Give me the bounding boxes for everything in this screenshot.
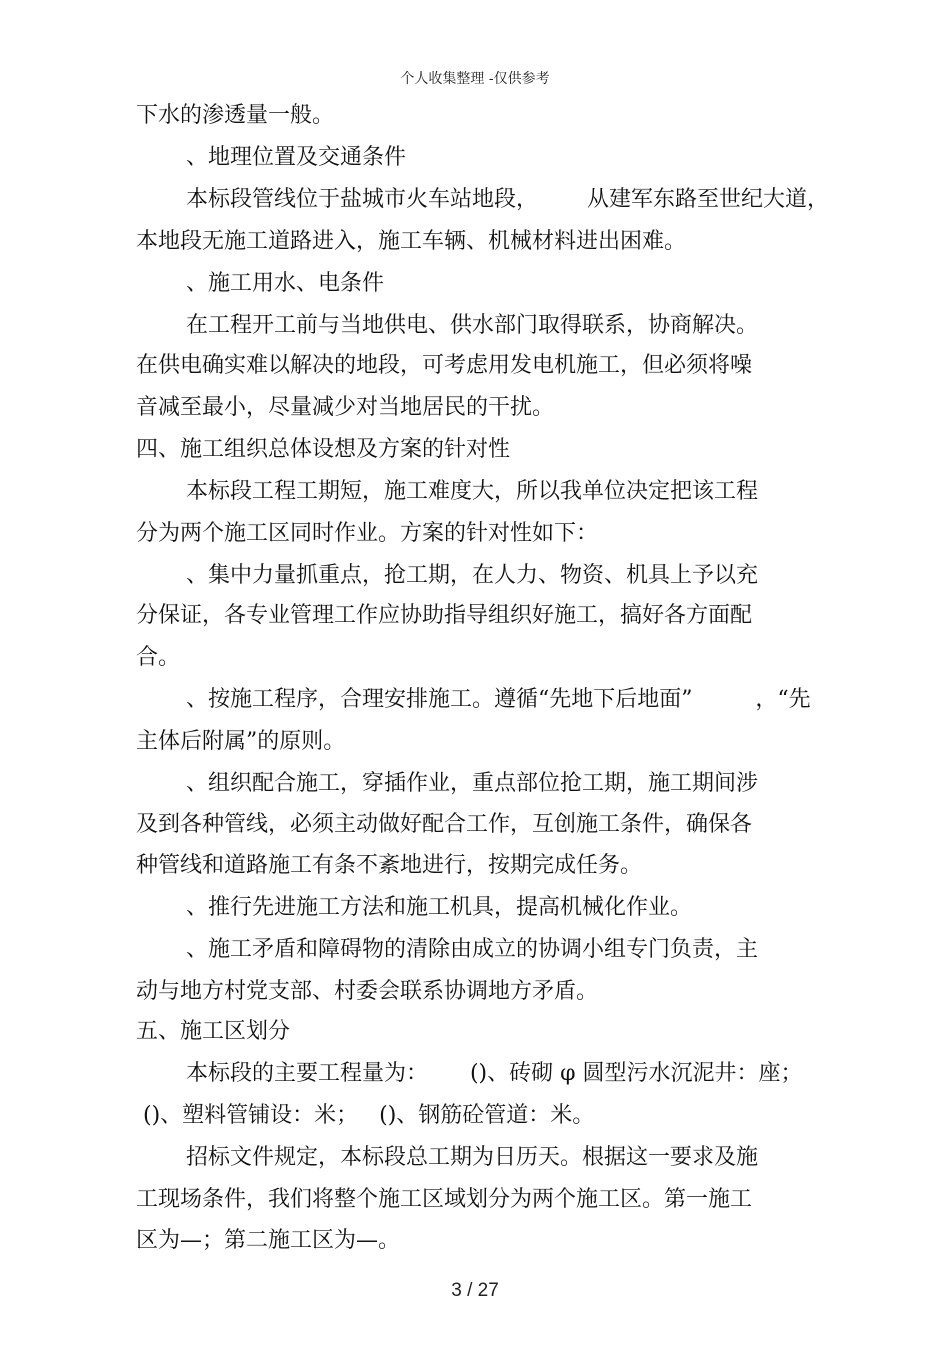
text-line: 招标文件规定，本标段总工期为日历天。根据这一要求及施 — [186, 1145, 759, 1170]
text-line: 本标段的主要工程量为： ()、砖砌 φ 圆型污水沉泥井：座； — [186, 1061, 803, 1086]
text-line: 下水的渗透量一般。 — [136, 103, 335, 128]
text-line: 及到各种管线，必须主动做好配合工作，互创施工条件，确保各 — [136, 812, 753, 837]
text-line: 主体后附属”的原则。 — [136, 729, 346, 754]
section-heading: 、地理位置及交通条件 — [186, 145, 407, 170]
text-line: 工现场条件，我们将整个施工区域划分为两个施工区。第一施工 — [136, 1187, 753, 1212]
text-line: 、施工矛盾和障碍物的清除由成立的协调小组专门负责，主 — [186, 937, 759, 962]
section-heading: 五、施工区划分 — [136, 1019, 291, 1044]
page-number: 3 / 27 — [451, 1280, 499, 1301]
text-line: 、推行先进施工方法和施工机具，提高机械化作业。 — [186, 895, 693, 920]
text-line: 本标段工程工期短，施工难度大，所以我单位决定把该工程 — [186, 479, 759, 504]
text-line: 合。 — [136, 645, 181, 670]
text-line: 区为—；第二施工区为—。 — [136, 1228, 401, 1253]
text-line: 、集中力量抓重点，抢工期，在人力、物资、机具上予以充 — [186, 563, 759, 588]
text-line: 分为两个施工区同时作业。方案的针对性如下： — [136, 521, 599, 546]
section-heading: 四、施工组织总体设想及方案的针对性 — [136, 437, 511, 462]
section-heading: 、施工用水、电条件 — [186, 271, 385, 296]
text-line: 分保证，各专业管理工作应协助指导组织好施工，搞好各方面配 — [136, 603, 753, 628]
text-line: 本地段无施工道路进入，施工车辆、机械材料进出困难。 — [136, 229, 687, 254]
text-line: 动与地方村党支部、村委会联系协调地方矛盾。 — [136, 979, 599, 1004]
text-line: 在工程开工前与当地供电、供水部门取得联系，协商解决。 — [186, 313, 759, 338]
text-line: 本标段管线位于盐城市火车站地段， 从建军东路至世纪大道， — [186, 187, 829, 212]
text-line: 在供电确实难以解决的地段，可考虑用发电机施工，但必须将噪 — [136, 353, 753, 378]
text-line: 音减至最小，尽量减少对当地居民的干扰。 — [136, 395, 555, 420]
text-line: 种管线和道路施工有条不紊地进行，按期完成任务。 — [136, 853, 643, 878]
page-header: 个人收集整理 -仅供参考 — [400, 71, 550, 87]
text-line: 、按施工程序，合理安排施工。遵循“先地下后地面” ，“先 — [186, 687, 811, 712]
text-line: 、组织配合施工，穿插作业，重点部位抢工期，施工期间涉 — [186, 771, 759, 796]
text-line: ()、塑料管铺设：米； ()、钢筋砼管道：米。 — [136, 1103, 595, 1128]
